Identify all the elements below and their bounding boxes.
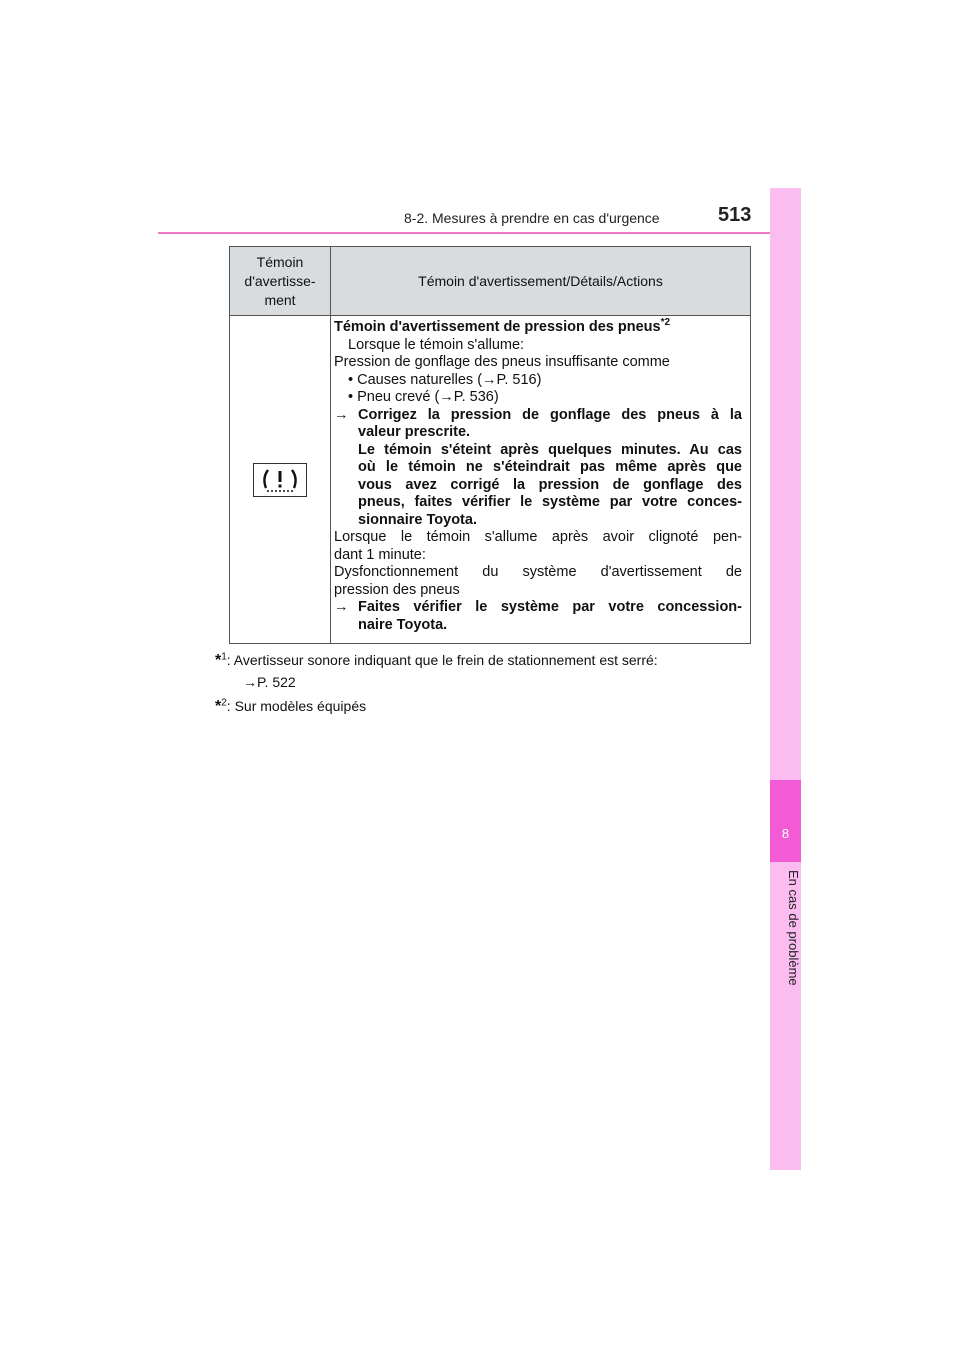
chapter-label: En cas de problème <box>786 870 801 986</box>
section-title: 8-2. Mesures à prendre en cas d'urgence <box>404 210 660 226</box>
header-line: ment <box>264 291 296 308</box>
page-number: 513 <box>718 204 752 226</box>
bullet-item: • Pneu crevé (→P. 536) <box>348 389 499 405</box>
light-title: Témoin d'avertissement de pression des pneus$^{*2}$ <box>334 317 671 335</box>
action-line: où le témoin ne s'éteindrait pas même après que <box>358 459 742 475</box>
footnote-mark: * <box>215 652 222 669</box>
footnote-ref: *2 <box>660 317 671 329</box>
action-line: valeur prescrite. <box>358 424 471 440</box>
blink-block <box>334 529 742 599</box>
footnote-mark: * <box>215 698 222 715</box>
footnote-1: *$^1$: Avertisseur sonore indiquant que le frein de stationnement est serré: <box>215 651 658 669</box>
details-cell <box>334 317 742 634</box>
cause-text: Pression de gonflage des pneus insuffisante comme <box>334 354 670 370</box>
header-details: Témoin d'avertissement/Détails/Actions <box>418 273 663 289</box>
tire-pressure-warning-icon <box>253 463 307 497</box>
arrow-icon: → <box>334 599 349 615</box>
malfunction-line: pression des pneus <box>334 581 460 598</box>
header-line: Témoin <box>256 253 304 270</box>
table-header <box>230 247 750 316</box>
blink-line: dant 1 minute: <box>334 546 426 563</box>
action-line: vous avez corrigé la pression de gonflage des <box>358 476 742 493</box>
action-line: Corrigez la pression de gonflage des pneus à la <box>358 406 742 423</box>
warning-light-table <box>229 246 751 644</box>
when-on-text: Lorsque le témoin s'allume: <box>348 336 525 353</box>
arrow-icon: → <box>334 406 349 423</box>
action-block <box>334 599 742 634</box>
footnote-2: *$^2$: Sur modèles équipés <box>215 697 367 715</box>
malfunction-line: Dysfonctionnement du système d'avertissement de <box>334 564 742 580</box>
blink-line: Lorsque le témoin s'allume après avoir clignoté pen- <box>334 529 742 545</box>
footnote-1-ref: →P. 522 <box>243 674 296 690</box>
header-line: d'avertisse- <box>244 272 316 289</box>
chapter-number: 8 <box>781 826 790 841</box>
header-rule <box>158 232 800 234</box>
action-line: pneus, faites vérifier le système par votre conces- <box>358 494 742 510</box>
action-line: sionnaire Toyota. <box>358 511 477 528</box>
chapter-side-tab <box>770 188 801 1170</box>
action-line: Faites vérifier le système par votre concession- <box>358 599 742 615</box>
bullet-item: • Causes naturelles (→P. 516) <box>348 371 542 388</box>
action-line: naire Toyota. <box>358 616 448 633</box>
action-block <box>334 407 742 530</box>
action-line: Le témoin s'éteint après quelques minutes. Au cas <box>358 441 742 458</box>
header-warning-light <box>230 247 331 315</box>
icon-cell <box>230 316 331 643</box>
chapter-tab-highlight <box>770 780 801 862</box>
